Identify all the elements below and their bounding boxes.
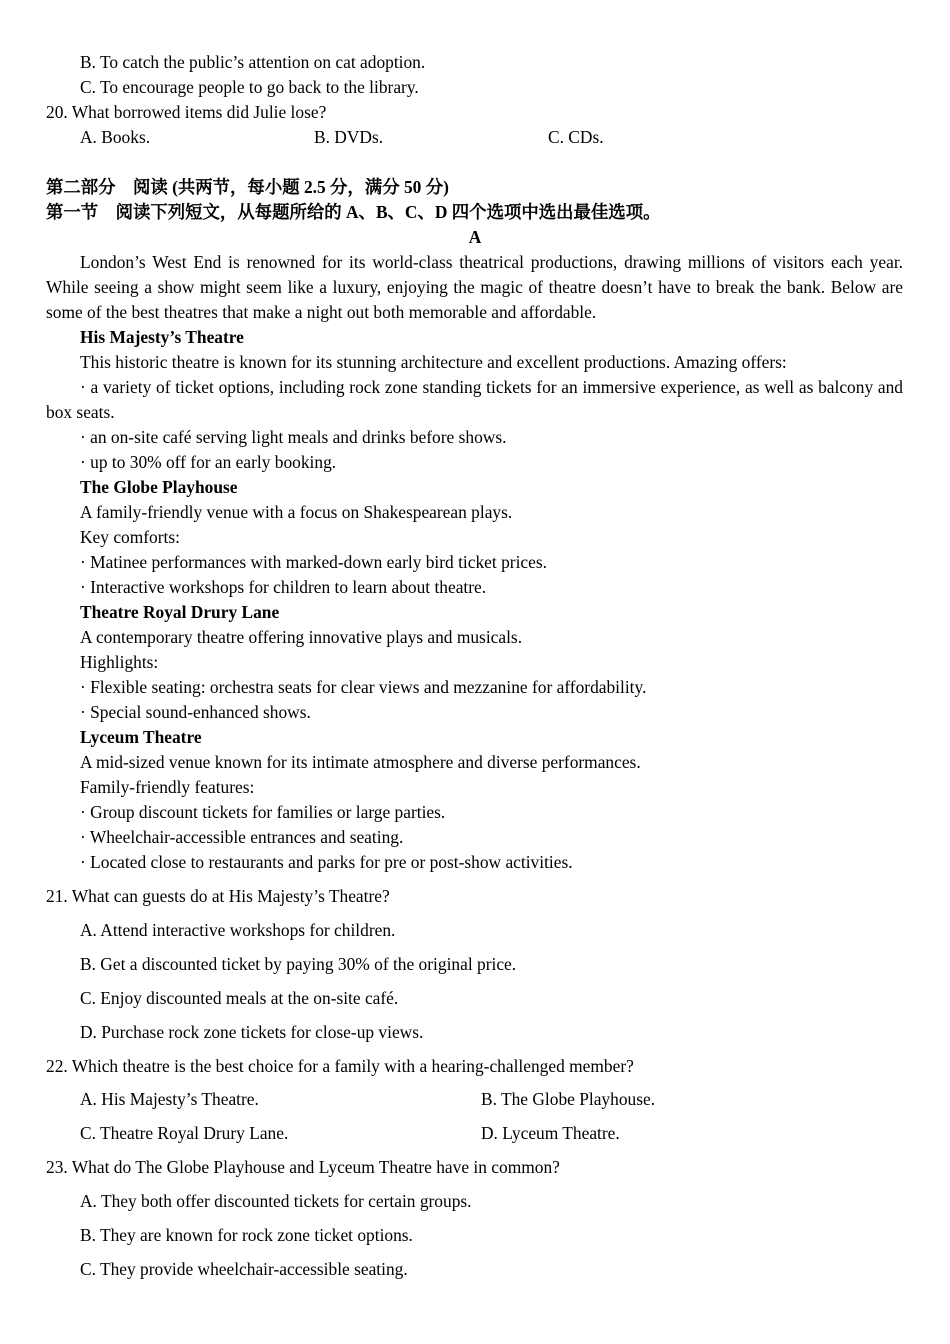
- bullet-lyceum-1: · Group discount tickets for families or large parties.: [80, 802, 446, 822]
- passage-letter: A: [468, 227, 482, 247]
- theatre-desc-lyceum: A mid-sized venue known for its intimate atmosphere and diverse performances.: [80, 752, 641, 772]
- q19-option-b: B. To catch the public’s attention on cat adoption.: [80, 52, 426, 72]
- q23-option-a: A. They both offer discounted tickets for certain groups.: [80, 1191, 472, 1211]
- q21-question: 21. What can guests do at His Majesty’s Theatre?: [46, 886, 390, 906]
- bullet-his-majestys-2: · an on-site café serving light meals and drinks before shows.: [80, 427, 507, 447]
- bullet-globe-2: · Interactive workshops for children to learn about theatre.: [80, 577, 487, 597]
- theatre-desc-his-majestys: This historic theatre is known for its stunning architecture and excellent productions. Amazing offers:: [80, 352, 787, 372]
- sub-heading: 第一节 阅读下列短文，从每题所给的 A、B、C、D 四个选项中选出最佳选项。: [46, 202, 661, 222]
- theatre-desc-globe: A family-friendly venue with a focus on Shakespearean plays.: [80, 502, 513, 522]
- q20-option-a: A. Books.: [80, 127, 151, 147]
- q22-question: 22. Which theatre is the best choice for a family with a hearing-challenged member?: [46, 1056, 634, 1076]
- q20-option-b: B. DVDs.: [314, 127, 384, 147]
- theatre-name-globe: The Globe Playhouse: [80, 477, 238, 497]
- q21-option-d: D. Purchase rock zone tickets for close-up views.: [80, 1022, 424, 1042]
- q20-option-c: C. CDs.: [548, 127, 604, 147]
- passage-intro: London’s West End is renowned for its world-class theatrical productions, drawing millions of visitors each year. While seeing a show might seem like a luxury, enjoying the magic of theatre doesn’t have to break the bank. Below are some of the best theatres that make a night out both memorable and affordable.: [46, 252, 903, 322]
- bullet-drury-lane-1: · Flexible seating: orchestra seats for clear views and mezzanine for affordability.: [80, 677, 647, 697]
- q21-option-b: B. Get a discounted ticket by paying 30% of the original price.: [80, 954, 517, 974]
- q21-option-a: A. Attend interactive workshops for children.: [80, 920, 396, 940]
- bullet-drury-lane-2: · Special sound-enhanced shows.: [80, 702, 311, 722]
- q22-option-c: C. Theatre Royal Drury Lane.: [80, 1123, 289, 1143]
- theatre-name-lyceum: Lyceum Theatre: [80, 727, 202, 747]
- bullet-lyceum-2: · Wheelchair-accessible entrances and seating.: [80, 827, 404, 847]
- theatre-name-his-majestys: His Majesty’s Theatre: [80, 327, 244, 347]
- q23-question: 23. What do The Globe Playhouse and Lyceum Theatre have in common?: [46, 1157, 560, 1177]
- theatre-name-drury-lane: Theatre Royal Drury Lane: [80, 602, 280, 622]
- q19-option-c: C. To encourage people to go back to the library.: [80, 77, 419, 97]
- part-heading: 第二部分 阅读 (共两节，每小题 2.5 分，满分 50 分): [46, 177, 449, 197]
- q20-question: 20. What borrowed items did Julie lose?: [46, 102, 327, 122]
- q23-option-b: B. They are known for rock zone ticket options.: [80, 1225, 413, 1245]
- theatre-desc-drury-lane: A contemporary theatre offering innovative plays and musicals.: [80, 627, 523, 647]
- q23-option-c: C. They provide wheelchair-accessible seating.: [80, 1259, 408, 1279]
- theatre-sub-lyceum: Family-friendly features:: [80, 777, 255, 797]
- bullet-his-majestys-3: · up to 30% off for an early booking.: [80, 452, 337, 472]
- q22-option-b: B. The Globe Playhouse.: [481, 1089, 656, 1109]
- theatre-sub-drury-lane: Highlights:: [80, 652, 159, 672]
- bullet-his-majestys-1: · a variety of ticket options, including rock zone standing tickets for an immersive experience, as well as balcony and box seats.: [46, 377, 903, 422]
- q22-option-d: D. Lyceum Theatre.: [481, 1123, 620, 1143]
- q22-option-a: A. His Majesty’s Theatre.: [80, 1089, 259, 1109]
- theatre-sub-globe: Key comforts:: [80, 527, 180, 547]
- bullet-globe-1: · Matinee performances with marked-down early bird ticket prices.: [80, 552, 547, 572]
- bullet-lyceum-3: · Located close to restaurants and parks for pre or post-show activities.: [80, 852, 573, 872]
- q21-option-c: C. Enjoy discounted meals at the on-site café.: [80, 988, 399, 1008]
